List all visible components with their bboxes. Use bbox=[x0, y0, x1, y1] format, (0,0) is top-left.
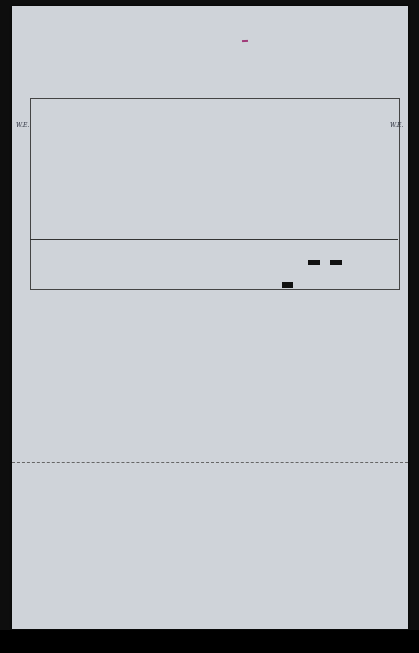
margin-note: W.E. bbox=[16, 122, 30, 129]
footer-bar bbox=[0, 630, 419, 653]
form-page bbox=[12, 6, 408, 629]
part-a-table bbox=[30, 98, 400, 290]
margin-note-right: W.E. bbox=[390, 122, 404, 129]
tear-line bbox=[12, 462, 408, 463]
unit-stamp bbox=[242, 40, 248, 42]
redaction-block bbox=[308, 260, 320, 265]
redaction-block bbox=[282, 282, 293, 288]
redaction-block bbox=[330, 260, 342, 265]
divider bbox=[30, 239, 398, 240]
